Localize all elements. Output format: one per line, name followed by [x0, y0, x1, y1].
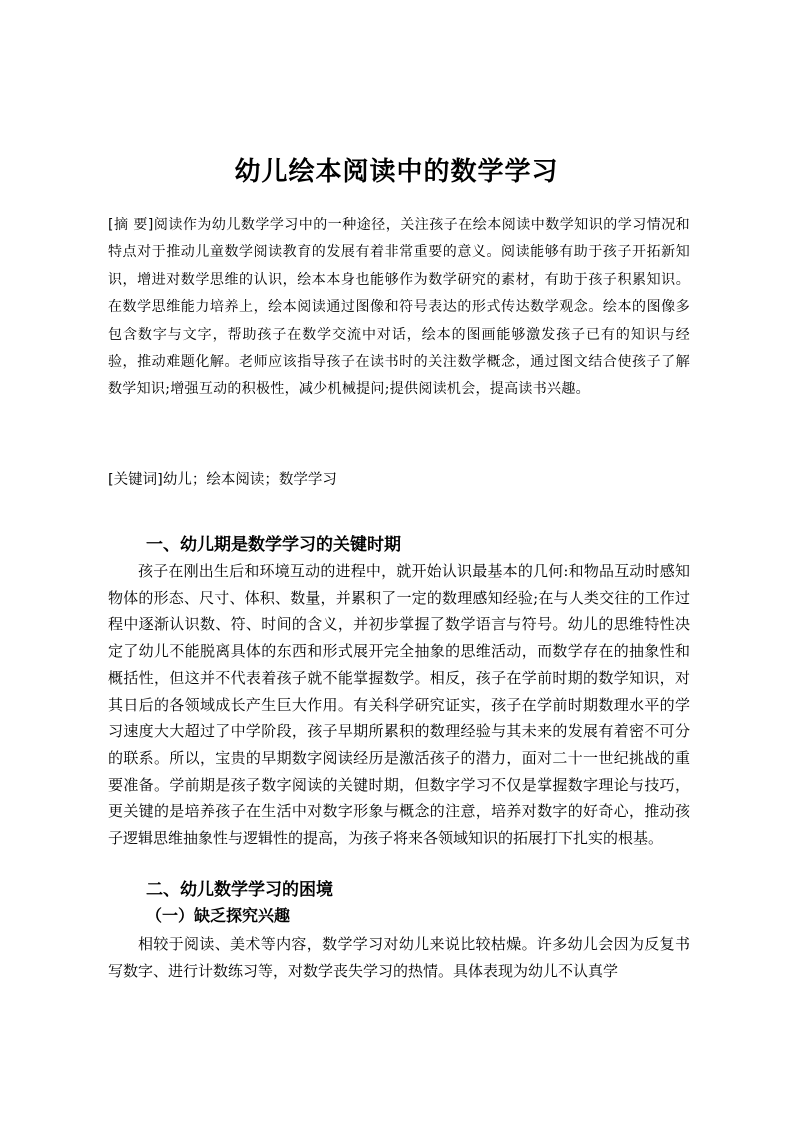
section-paragraph-1: 孩子在刚出生后和环境互动的进程中，就开始认识最基本的几何:和物品互动时感知物体的形态、尺寸、体积、数量，并累积了一定的数理感知经验;在与人类交往的工作过程中逐渐认识数、符、时间的含义，并初步掌握了数学语言与符号。幼儿的思维特性决定了幼儿不能脱离具体的东西和形式展开完全抽象的思维活动，而数学存在的抽象性和概括性，但这并不代表着孩子就不能掌握数学。相反，孩子在学前时期的数学知识，对其日后的各领域成长产生巨大作用。有关科学研究证实，孩子在学前时期数理水平的学习速度大大超过了中学阶段，孩子早期所累积的数理经验与其未来的发展有着密不可分的联系。所以，宝贵的早期数字阅读经历是激活孩子的潜力，面对二十一世纪挑战的重要准备。学前期是孩子数字阅读的关键时期，但数字学习不仅是掌握数字理论与技巧，更关键的是培养孩子在生活中对数字形象与概念的注意，培养对数字的好奇心，推动孩子逻辑思维抽象性与逻辑性的提高，为孩子将来各领域知识的拓展打下扎实的根基。 [108, 562, 690, 848]
subsection-heading-2-1: （一）缺乏探究兴趣 [146, 906, 291, 925]
abstract-label: [摘 要] [108, 217, 154, 233]
keywords [108, 466, 690, 494]
section-heading-1: 一、幼儿期是数学学习的关键时期 [146, 535, 401, 555]
document-title: 幼儿绘本阅读中的数学学习 [234, 157, 559, 187]
section-heading-2: 二、幼儿数学学习的困境 [146, 880, 333, 900]
section-paragraph-2: 相较于阅读、美术等内容，数学学习对幼儿来说比较枯燥。许多幼儿会因为反复书写数字、进行计数练习等，对数学丧失学习的热情。具体表现为幼儿不认真学 [108, 935, 690, 980]
keywords-text: 幼儿；绘本阅读；数学学习 [162, 472, 337, 488]
abstract-text: 阅读作为幼儿数学学习中的一种途径，关注孩子在绘本阅读中数学知识的学习情况和特点对于推动儿童数学阅读教育的发展有着非常重要的意义。阅读能够有助于孩子开拓新知识，增进对数学思维的认识，绘本本身也能够作为数学研究的素材，有助于孩子积累知识。在数学思维能力培养上，绘本阅读通过图像和符号表达的形式传达数学观念。绘本的图像多包含数字与文字，帮助孩子在数学交流中对话，绘本的图画能够激发孩子已有的知识与经验，推动难题化解。老师应该指导孩子在读书时的关注数学概念，通过图文结合使孩子了解数学知识;增强互动的积极性，减少机械提问;提供阅读机会，提高读书兴趣。 [108, 217, 690, 398]
abstract [108, 212, 690, 404]
keywords-label: [关键词] [108, 472, 163, 488]
